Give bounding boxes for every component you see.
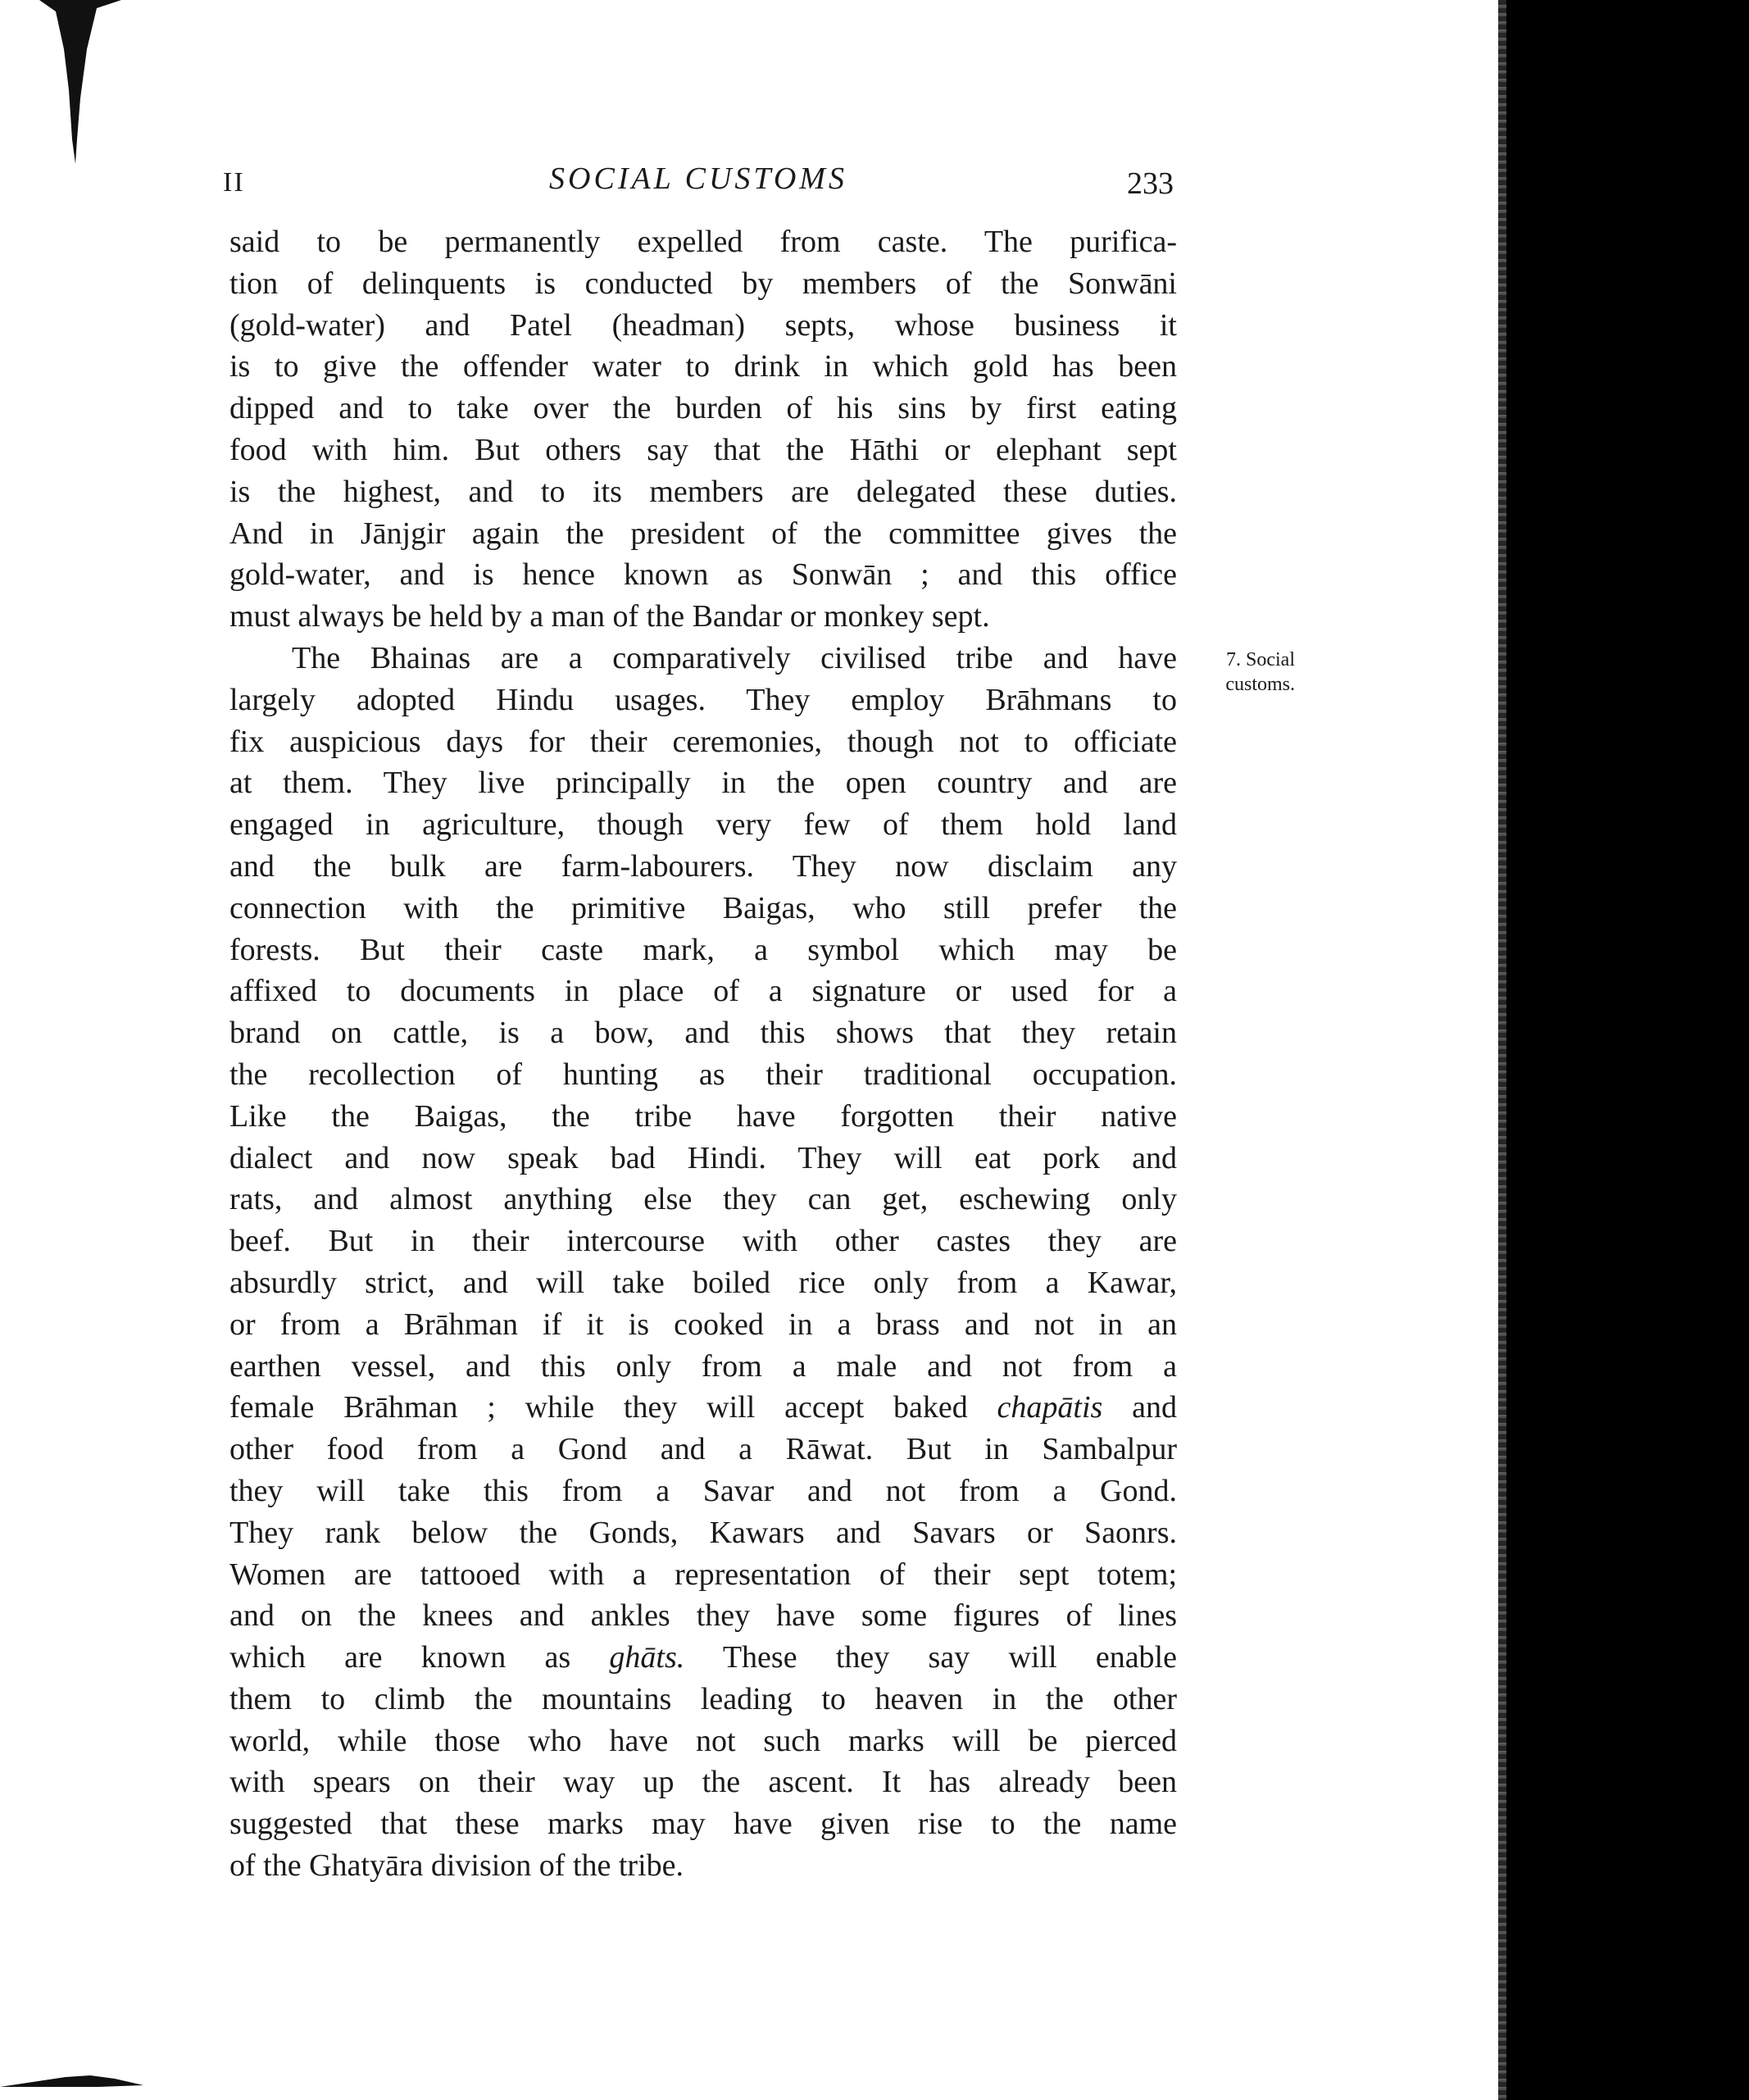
text-line: And in Jānjgir again the president of the committee gives the xyxy=(229,516,1177,551)
text-line: at them. They live principally in the open country and are xyxy=(229,766,1177,801)
text-line: engaged in agriculture, though very few of them hold land xyxy=(229,807,1177,843)
text-segment: female Brāhman ; while they will accept baked xyxy=(229,1390,997,1425)
text-line: dialect and now speak bad Hindi. They will eat pork and xyxy=(229,1140,1177,1175)
text-segment: which are known as xyxy=(229,1640,610,1675)
text-line xyxy=(229,1387,1177,1429)
text-segment: and xyxy=(1102,1390,1177,1425)
text-line: largely adopted Hindu usages. They employ Brāhmans to xyxy=(229,682,1177,717)
text-line: they will take this from a Savar and not from a Gond. xyxy=(229,1473,1177,1508)
italic-term: chapātis xyxy=(997,1390,1103,1425)
text-line: (gold-water) and Patel (headman) septs, whose business it xyxy=(229,307,1177,343)
margin-note-line: customs. xyxy=(1225,674,1295,695)
text-line: rats, and almost anything else they can get, eschewing only xyxy=(229,1182,1177,1217)
text-line: They rank below the Gonds, Kawars and Savars or Saonrs. xyxy=(229,1515,1177,1550)
text-line: is the highest, and to its members are delegated these duties. xyxy=(229,474,1177,509)
text-line: The Bhainas are a comparatively civilised tribe and have xyxy=(292,640,1177,675)
scan-edge xyxy=(1506,0,1749,2100)
running-head xyxy=(223,161,1174,210)
text-line: is to give the offender water to drink in which gold has been xyxy=(229,349,1177,384)
text-line: connection with the primitive Baigas, who still prefer the xyxy=(229,890,1177,925)
text-line: world, while those who have not such marks will be pierced xyxy=(229,1723,1177,1758)
text-line: Like the Baigas, the tribe have forgotten their native xyxy=(229,1098,1177,1134)
text-line: the recollection of hunting as their traditional occupation. xyxy=(229,1057,1177,1092)
text-line: gold-water, and is hence known as Sonwān ; and this office xyxy=(229,557,1177,593)
text-line: must always be held by a man of the Bandar or monkey sept. xyxy=(229,599,990,634)
text-line: and on the knees and ankles they have some figures of lines xyxy=(229,1598,1177,1634)
text-line: forests. But their caste mark, a symbol which may be xyxy=(229,932,1177,967)
running-title: SOCIAL CUSTOMS xyxy=(549,161,847,196)
page-number: 233 xyxy=(1127,166,1174,201)
text-line: other food from a Gond and a Rāwat. But in Sambalpur xyxy=(229,1432,1177,1467)
text-line: of the Ghatyāra division of the tribe. xyxy=(229,1848,684,1884)
text-line: with spears on their way up the ascent. It has already been xyxy=(229,1765,1177,1800)
text-line: brand on cattle, is a bow, and this shows that they retain xyxy=(229,1016,1177,1051)
text-line: tion of delinquents is conducted by members of the Sonwāni xyxy=(229,266,1177,301)
text-line: suggested that these marks may have given rise to the name xyxy=(229,1807,1177,1842)
italic-term: ghāts. xyxy=(609,1640,685,1675)
scan-artifact-bottom xyxy=(0,2057,148,2090)
text-line: Women are tattooed with a representation of their sept totem; xyxy=(229,1557,1177,1592)
margin-note-line: 7. Social xyxy=(1226,649,1295,670)
text-line: food with him. But others say that the Hāthi or elephant sept xyxy=(229,432,1177,467)
text-line: and the bulk are farm-labourers. They now disclaim any xyxy=(229,848,1177,884)
chapter-number: II xyxy=(223,167,245,198)
text-line: affixed to documents in place of a signature or used for a xyxy=(229,974,1177,1009)
text-line: said to be permanently expelled from caste. The purifica- xyxy=(229,225,1177,259)
text-line xyxy=(229,1637,1177,1679)
text-line: beef. But in their intercourse with other castes they are xyxy=(229,1224,1177,1259)
body-text xyxy=(229,221,1177,1887)
margin-note xyxy=(1188,648,1295,697)
scan-artifact-top xyxy=(39,0,121,180)
text-line: or from a Brāhman if it is cooked in a brass and not in an xyxy=(229,1307,1177,1342)
text-line: them to climb the mountains leading to heaven in the other xyxy=(229,1681,1177,1716)
text-line: dipped and to take over the burden of his sins by first eating xyxy=(229,391,1177,426)
text-line: fix auspicious days for their ceremonies, though not to officiate xyxy=(229,724,1177,759)
text-segment: These they say will enable xyxy=(684,1640,1177,1675)
text-line: absurdly strict, and will take boiled rice only from a Kawar, xyxy=(229,1265,1177,1300)
text-line: earthen vessel, and this only from a male and not from a xyxy=(229,1348,1177,1384)
